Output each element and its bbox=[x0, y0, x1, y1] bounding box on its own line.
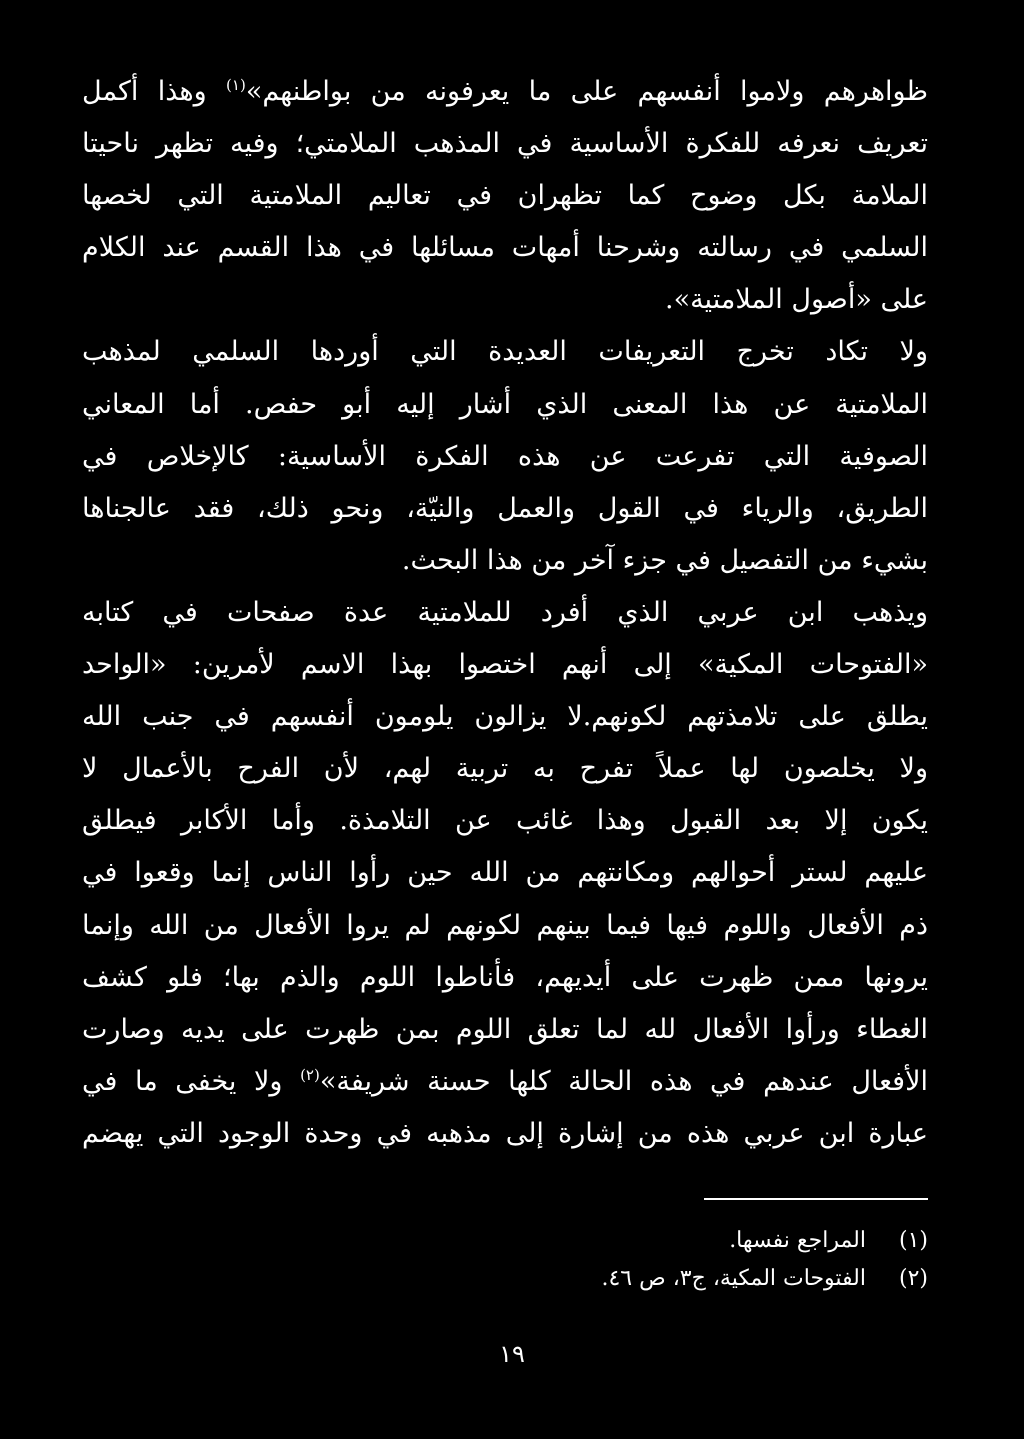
footnote-ref[interactable]: (١) bbox=[226, 76, 246, 94]
text-line: ولا يخلصون لها عملاً تفرح به تربية لهم، لأن الفرح بالأعمال لا bbox=[82, 753, 928, 785]
text-line: السلمي في رسالته وشرحنا أمهات مسائلها في هذا القسم عند الكلام bbox=[82, 232, 928, 264]
page-number: ١٩ bbox=[499, 1340, 525, 1368]
footnote-text: الفتوحات المكية، ج٣، ص ٤٦. bbox=[601, 1266, 866, 1291]
text-line: يرونها ممن ظهرت على أيديهم، فأناطوا اللوم والذم بها؛ فلو كشف bbox=[82, 961, 928, 993]
footnote-ref[interactable]: (٢) bbox=[300, 1065, 320, 1084]
footnote-number: (١) bbox=[898, 1228, 928, 1253]
main-text bbox=[82, 66, 928, 1160]
text-line: الطريق، والرياء في القول والعمل والنيّة، ونحو ذلك، فقد عالجناها bbox=[82, 492, 928, 524]
footnote-item bbox=[500, 1260, 928, 1298]
text-line: يطلق على تلامذتهم لكونهم.لا يزالون يلومون أنفسهم في جنب الله bbox=[82, 701, 928, 733]
footnote-text: المراجع نفسها. bbox=[729, 1228, 866, 1253]
text-line: تعريف نعرفه للفكرة الأساسية في المذهب الملامتي؛ وفيه تظهر ناحيتا bbox=[82, 128, 928, 160]
text-line: يكون إلا بعد القبول وهذا غائب عن التلامذة. وأما الأكابر فيطلق bbox=[82, 805, 928, 837]
text-line: بشيء من التفصيل في جزء آخر من هذا البحث. bbox=[401, 544, 928, 576]
text-line: على «أصول الملامتية». bbox=[664, 284, 928, 316]
footnotes bbox=[500, 1222, 928, 1298]
text-line: ولا تكاد تخرج التعريفات العديدة التي أوردها السلمي لمذهب bbox=[82, 336, 928, 368]
text-line: ويذهب ابن عربي الذي أفرد للملامتية عدة صفحات في كتابه bbox=[82, 596, 928, 628]
text-line: الملامتية عن هذا المعنى الذي أشار إليه أبو حفص. أما المعاني bbox=[82, 388, 928, 420]
text-line: الغطاء ورأوا الأفعال لله لما تعلق اللوم بمن ظهرت على يديه وصارت bbox=[82, 1013, 928, 1045]
footnote-item bbox=[500, 1222, 928, 1260]
text-line: عبارة ابن عربي هذه من إشارة إلى مذهبه في وحدة الوجود التي يهضم bbox=[82, 1117, 928, 1149]
text-line: عليهم لستر أحوالهم ومكانتهم من الله حين رأوا الناس إنما وقعوا في bbox=[82, 857, 928, 889]
text-line: الملامة بكل وضوح كما تظهران في تعاليم الملامتية التي لخصها bbox=[82, 180, 928, 212]
footnote-separator bbox=[704, 1198, 928, 1200]
footnote-number: (٢) bbox=[898, 1266, 928, 1291]
text-line: «الفتوحات المكية» إلى أنهم اختصوا بهذا الاسم لأمرين: «الواحد bbox=[82, 649, 928, 681]
text-line: ذم الأفعال واللوم فيها فيما بينهم لكونهم لم يروا الأفعال من الله وإنما bbox=[82, 909, 928, 941]
text-line: الأفعال عندهم في هذه الحالة كلها حسنة شريفة»$^{(٢)}$ ولا يخفى ما في bbox=[82, 1065, 928, 1097]
text-line: ظواهرهم ولاموا أنفسهم على ما يعرفونه من بواطنهم»$^{(١)}$ وهذا أكمل bbox=[82, 76, 928, 107]
text-line: الصوفية التي تفرعت عن هذه الفكرة الأساسية: كالإخلاص في bbox=[82, 440, 928, 472]
